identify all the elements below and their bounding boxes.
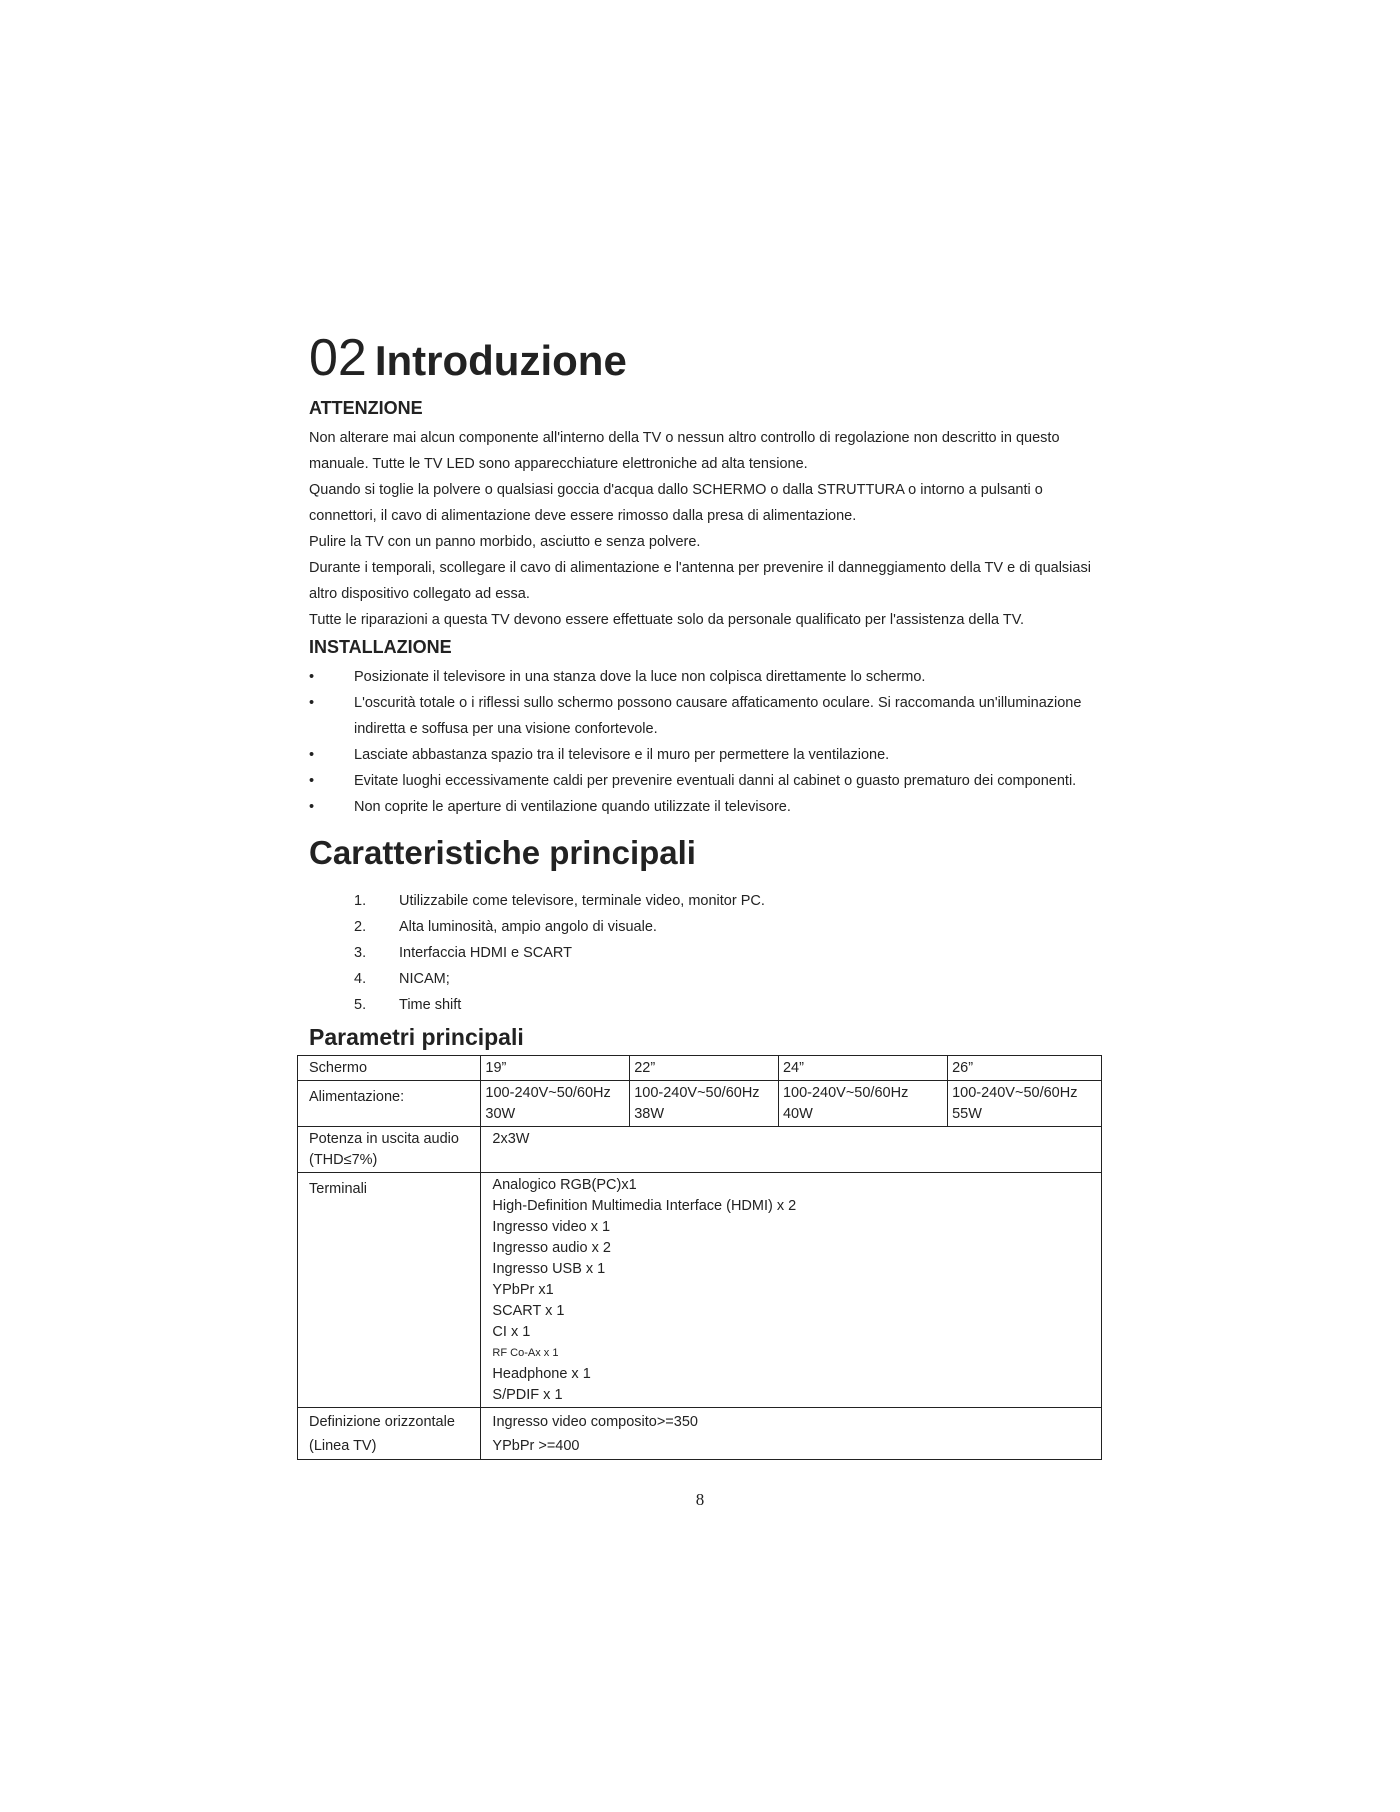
item-number: 4. (354, 971, 367, 987)
table-row (298, 1408, 1102, 1460)
list-item (309, 768, 1104, 794)
list-item (309, 690, 1104, 742)
watt: 30W (485, 1106, 516, 1122)
list-item (309, 888, 1104, 914)
item-number: 3. (354, 945, 367, 961)
installazione-list (309, 664, 1104, 820)
value-line: Ingresso video composito>=350 (492, 1414, 698, 1430)
cell-label (298, 1127, 481, 1173)
bullet: • (309, 669, 315, 685)
list-item (309, 914, 1104, 940)
bullet: • (309, 747, 315, 763)
item-number: 1. (354, 893, 367, 909)
terminal-item: Ingresso USB x 1 (492, 1261, 606, 1277)
list-item (309, 940, 1104, 966)
list-item-text: NICAM; (399, 971, 450, 987)
installazione-heading: INSTALLAZIONE (309, 637, 452, 657)
cell (948, 1081, 1102, 1127)
terminal-item: RF Co-Ax x 1 (492, 1347, 559, 1359)
voltage: 100-240V~50/60Hz (485, 1085, 611, 1101)
cell: 22” (630, 1056, 779, 1081)
terminal-item: Ingresso video x 1 (492, 1219, 611, 1235)
attenzione-text (309, 425, 1104, 633)
cell: 24” (778, 1056, 947, 1081)
page-number: 8 (695, 1490, 705, 1509)
label-line: (Linea TV) (309, 1438, 377, 1454)
list-item-text: Alta luminosità, ampio angolo di visuale. (399, 919, 657, 935)
table-row (298, 1127, 1102, 1173)
chapter-name: Introduzione (374, 337, 627, 384)
paragraph: Quando si toglie la polvere o qualsiasi goccia d'acqua dallo SCHERMO o dalla STRUTTURA o intorno a pulsanti o connettori, il cavo di alimentazione deve essere rimosso dalla presa di alimentazione. (309, 482, 1043, 524)
cell-label (298, 1408, 481, 1460)
watt: 40W (782, 1106, 813, 1122)
cell-label: Schermo (298, 1056, 481, 1081)
bullet: • (309, 773, 315, 789)
caratteristiche-heading: Caratteristiche principali (309, 834, 696, 871)
voltage: 100-240V~50/60Hz (634, 1085, 760, 1101)
voltage: 100-240V~50/60Hz (782, 1085, 909, 1101)
table-row (298, 1173, 1102, 1408)
cell: 2x3W (481, 1127, 1102, 1173)
terminal-item: CI x 1 (492, 1324, 531, 1340)
terminal-item: Headphone x 1 (492, 1366, 591, 1382)
item-number: 5. (354, 997, 367, 1013)
watt: 38W (634, 1106, 665, 1122)
item-number: 2. (354, 919, 367, 935)
label-line: Definizione orizzontale (309, 1414, 455, 1430)
voltage: 100-240V~50/60Hz (952, 1085, 1078, 1101)
label-line: (THD≤7%) (309, 1152, 378, 1168)
terminal-item: Ingresso audio x 2 (492, 1240, 611, 1256)
terminal-item: High-Definition Multimedia Interface (HDMI) x 2 (492, 1198, 797, 1214)
cell-terminals (481, 1173, 1102, 1408)
spec-table (297, 1055, 1102, 1460)
cell (778, 1081, 947, 1127)
label-line: Potenza in uscita audio (309, 1131, 459, 1147)
bullet: • (309, 799, 315, 815)
list-item-text: Time shift (399, 997, 462, 1013)
terminal-item: SCART x 1 (492, 1303, 565, 1319)
list-item-text: L'oscurità totale o i riflessi sullo schermo possono causare affaticamento oculare. Si raccomanda un'illuminazione indiretta e soffusa per una visione confortevole. (354, 695, 1082, 737)
terminal-item: YPbPr x1 (492, 1282, 554, 1298)
list-item-text: Posizionate il televisore in una stanza dove la luce non colpisca direttamente lo schermo. (354, 669, 926, 685)
paragraph: Non alterare mai alcun componente all'interno della TV o nessun altro controllo di regolazione non descritto in questo manuale. Tutte le TV LED sono apparecchiature elettroniche ad alta tensione. (309, 430, 1060, 472)
table-row (298, 1056, 1102, 1081)
list-item (309, 992, 1104, 1018)
cell (630, 1081, 779, 1127)
list-item-text: Utilizzabile come televisore, terminale video, monitor PC. (399, 893, 765, 909)
list-item (309, 966, 1104, 992)
parametri-heading: Parametri principali (309, 1024, 524, 1050)
caratteristiche-list (309, 888, 1104, 1018)
paragraph: Durante i temporali, scollegare il cavo di alimentazione e l'antenna per prevenire il danneggiamento della TV e di qualsiasi altro dispositivo collegato ad essa. (309, 560, 1091, 602)
paragraph: Tutte le riparazioni a questa TV devono essere effettuate solo da personale qualificato per l'assistenza della TV. (309, 612, 1025, 628)
value-line: YPbPr >=400 (492, 1438, 580, 1454)
list-item-text: Lasciate abbastanza spazio tra il televisore e il muro per permettere la ventilazione. (354, 747, 890, 763)
cell-label: Alimentazione: (298, 1081, 481, 1127)
list-item-text: Non coprite le aperture di ventilazione quando utilizzate il televisore. (354, 799, 791, 815)
chapter-title (309, 329, 1104, 387)
chapter-number: 02 (309, 329, 367, 387)
cell-label: Terminali (298, 1173, 481, 1408)
list-item (309, 742, 1104, 768)
cell: 26” (948, 1056, 1102, 1081)
attenzione-heading: ATTENZIONE (309, 398, 423, 418)
cell: 19” (481, 1056, 630, 1081)
list-item-text: Interfaccia HDMI e SCART (399, 945, 572, 961)
cell (481, 1408, 1102, 1460)
paragraph: Pulire la TV con un panno morbido, asciutto e senza polvere. (309, 534, 701, 550)
terminal-item: Analogico RGB(PC)x1 (492, 1177, 637, 1193)
table-row (298, 1081, 1102, 1127)
list-item (309, 664, 1104, 690)
manual-page (309, 329, 1104, 1460)
bullet: • (309, 695, 315, 711)
list-item-text: Evitate luoghi eccessivamente caldi per prevenire eventuali danni al cabinet o guasto prematuro dei componenti. (354, 773, 1077, 789)
cell (481, 1081, 630, 1127)
watt: 55W (952, 1106, 982, 1122)
list-item (309, 794, 1104, 820)
terminal-item: S/PDIF x 1 (492, 1387, 563, 1403)
